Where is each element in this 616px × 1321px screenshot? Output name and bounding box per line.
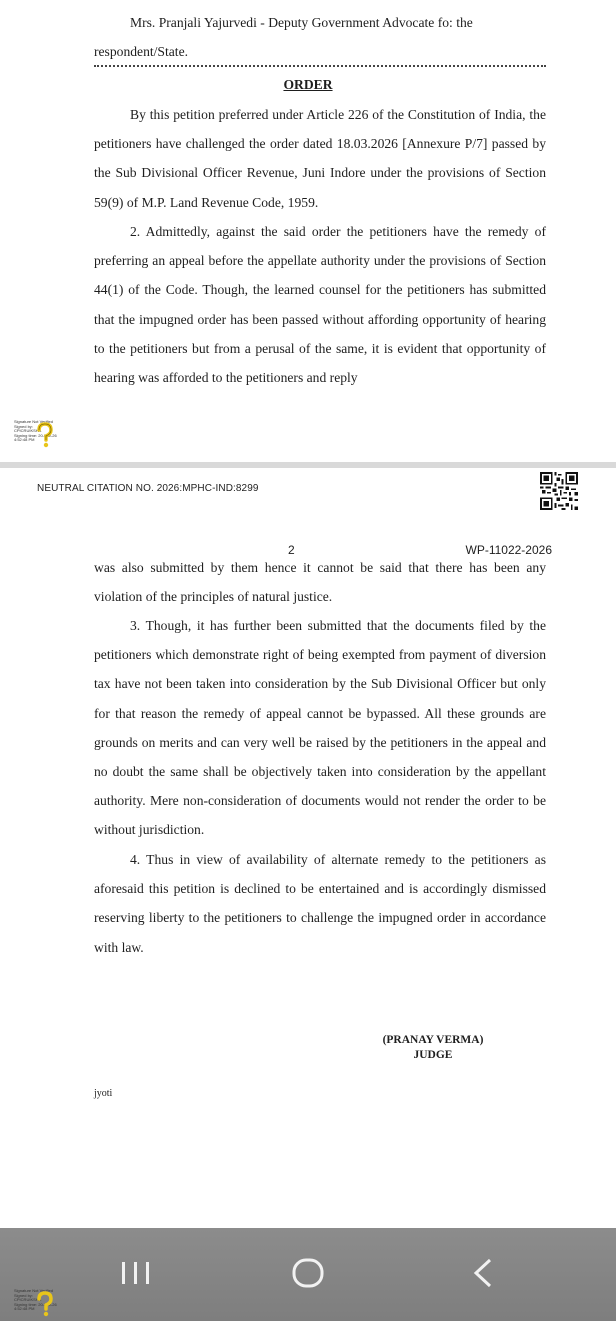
neutral-citation: NEUTRAL CITATION NO. 2026:MPHC-IND:8299 xyxy=(37,483,259,494)
paragraph-1: By this petition preferred under Article 226 of the Constitution of India, the petitioners have challenged the order dated 18.03.2026 [Annexure P/7] passed by the Sub Divisional Officer Revenue, Juni Indore under the provisions of Section 59(9) of M.P. Land Revenue Code, 1959. xyxy=(94,107,546,210)
judge-name: (PRANAY VERMA) xyxy=(382,1034,484,1046)
order-heading: ORDER xyxy=(283,77,333,92)
paragraph-3: 3. Though, it has further been submitted that the documents filed by the petitioners which demonstrate right of being exempted from payment of diversion tax have not been taken into consideration by the Sub Divisional Officer but only for that reason the remedy of appeal cannot be bypassed. All these grounds are grounds on merits and can very well be raised by the petitioners in the appeal and no doubt the same shall be objectively taken into consideration by the appellant authority. Mere non-consideration of documents would not render the order to be without jurisdiction. xyxy=(94,618,546,838)
question-mark-icon xyxy=(34,422,56,448)
dotted-divider xyxy=(94,65,546,67)
signature-text-2: Signature Not Verified Signed by: CPICRUIKSHA Signing time: 20-Mar-26 4:52:48 PM xyxy=(14,1288,57,1312)
back-button[interactable] xyxy=(452,1250,512,1300)
case-number: WP-11022-2026 xyxy=(465,543,552,557)
question-mark-icon xyxy=(34,1291,56,1317)
page-number: 2 xyxy=(288,543,295,557)
judge-signature-block xyxy=(370,1033,496,1063)
document-page-1 xyxy=(0,0,616,462)
recent-apps-icon xyxy=(106,1250,166,1300)
document-page-2 xyxy=(0,468,616,1321)
digital-signature-stamp xyxy=(14,420,74,452)
counsel-line-continued: respondent/State. xyxy=(94,44,189,59)
stenographer-initials: jyoti xyxy=(94,1088,113,1099)
home-icon xyxy=(278,1250,338,1300)
digital-signature-stamp-2 xyxy=(14,1289,74,1321)
signature-text: Signature Not Verified Signed by: CPICRUIKSHA Signing time: 20-Mar-26 4:52:48 PM xyxy=(14,419,57,443)
paragraph-continued: was also submitted by them hence it cannot be said that there has been any violation of the principles of natural justice. xyxy=(94,560,546,605)
paragraph-4: 4. Thus in view of availability of alternate remedy to the petitioners as aforesaid this petition is declined to be entertained and is accordingly dismissed reserving liberty to the petitioners to challenge the impugned order in accordance with law. xyxy=(94,852,546,955)
back-icon xyxy=(452,1250,512,1300)
judge-title: JUDGE xyxy=(413,1049,453,1061)
recent-apps-button[interactable] xyxy=(106,1250,166,1300)
navigation-bar xyxy=(0,1228,616,1321)
qr-code-icon[interactable] xyxy=(540,472,578,510)
counsel-line: Mrs. Pranjali Yajurvedi - Deputy Government Advocate fo: the xyxy=(130,15,473,30)
home-button[interactable] xyxy=(278,1250,338,1300)
paragraph-2: 2. Admittedly, against the said order the petitioners have the remedy of preferring an appeal before the appellate authority under the provisions of Section 44(1) of the Code. Though, the learned counsel for the petitioners has submitted that the impugned order has been passed without affording opportunity of hearing to the petitioners but from a perusal of the same, it is evident that opportunity of hearing was afforded to the petitioners and reply xyxy=(94,224,546,386)
